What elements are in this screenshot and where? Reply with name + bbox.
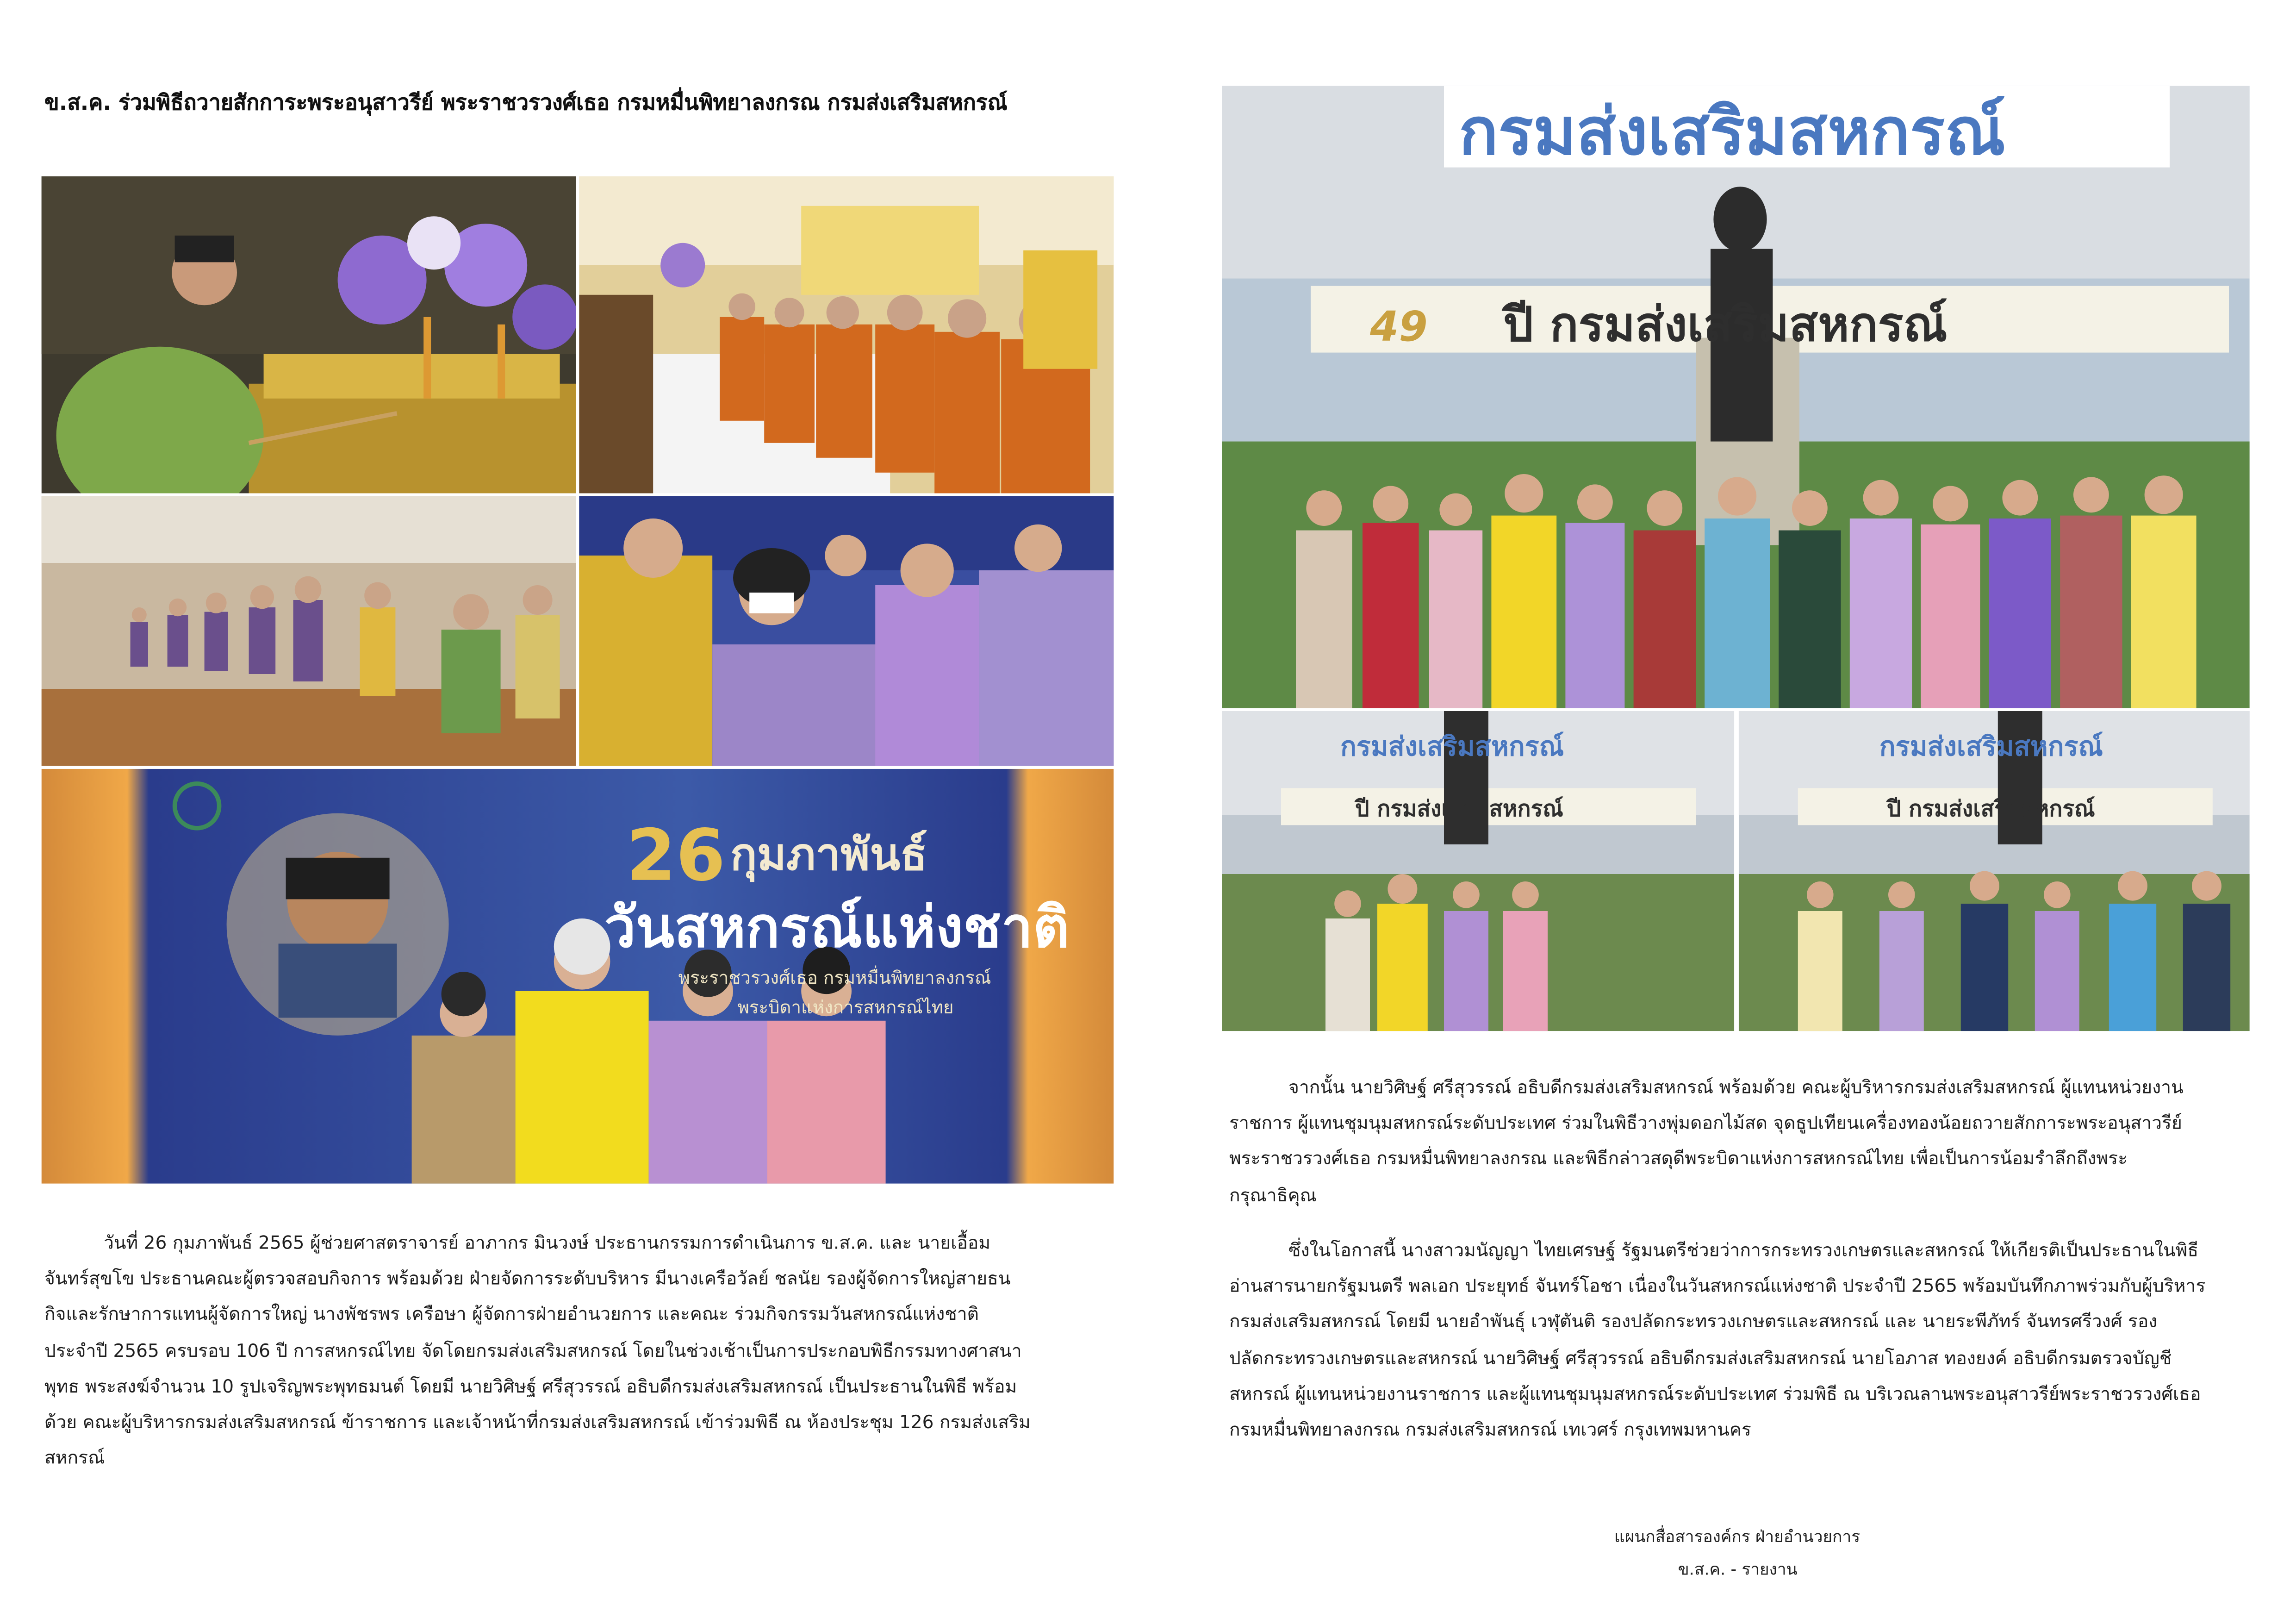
- signature-reporter: ข.ส.ค. - รายงาน: [1678, 1560, 1798, 1580]
- poster-line-b-text: พระบิดาแห่งการสหกรณ์ไทย: [737, 997, 954, 1018]
- left-paragraph-line: สหกรณ์: [44, 1447, 105, 1468]
- photo-monks-chanting: [579, 176, 1114, 493]
- poster-title-text: วันสหกรณ์แห่งชาติ: [604, 894, 1070, 960]
- right-paragraph-line: ซึ่งในโอกาสนี้ นางสาวมนัญญา ไทยเศรษฐ์ รัฐมนตรีช่วยว่าการกระทรวงเกษตรและสหกรณ์ ให้เกียรติเป็นประธานในพิธี: [1288, 1240, 2199, 1261]
- left-paragraph-line: กิจและรักษาการแทนผู้จัดการใหญ่ นางพัชรพร เครือษา ผู้จัดการฝ่ายอำนวยการ และคณะ ร่วมกิจกรรมวันสหกรณ์แห่งชาติ: [44, 1304, 979, 1325]
- small-sign-left-text: กรมส่งเสริมสหกรณ์: [1340, 731, 1564, 762]
- poster-month-text: กุมภาพันธ์: [730, 828, 927, 881]
- poster-line-a-text: พระราชวรวงศ์เธอ กรมหมื่นพิทยาลงกรณ์: [678, 967, 991, 988]
- right-paragraph-line: อ่านสารนายกรัฐมนตรี พลเอก ประยุทธ์ จันทร์โอชา เนื่องในวันสหกรณ์แห่งชาติ ประจำปี 2565 พร้อมบันทึกภาพร่วมกับผู้บริหาร: [1229, 1275, 2206, 1297]
- photo-small-group-right: [1739, 711, 2250, 1031]
- anniversary-number-text: 49: [1370, 303, 1428, 351]
- anniversary-sign-text: ปี กรมส่งเสริมสหกรณ์: [1503, 297, 1948, 352]
- right-paragraph-line: กรมส่งเสริมสหกรณ์ โดยมี นายอำพันธุ์ เวฬุตันติ รองปลัดกระทรวงเกษตรและสหกรณ์ และ นายระพีภัทร์ จันทรศรีวงศ์ รอง: [1229, 1312, 2158, 1332]
- left-paragraph-line: พุทธ พระสงฆ์จำนวน 10 รูปเจริญพระพุทธมนต์ โดยมี นายวิศิษฐ์ ศรีสุวรรณ์ อธิบดีกรมส่งเสริมสหกรณ์ เป็นประธานในพิธี พร้อม: [44, 1376, 1017, 1397]
- photo-candle-lighting: [42, 176, 576, 493]
- photo-attendees-row: [42, 496, 576, 766]
- right-paragraph-line: สหกรณ์ ผู้แทนหน่วยงานราชการ และผู้แทนชุมนุมสหกรณ์ระดับประเทศ ร่วมพิธี ณ บริเวณลานพระอนุสาวรีย์พระราชวรวงศ์เธอ: [1229, 1383, 2201, 1404]
- right-paragraph-line: กรมหมื่นพิทยาลงกรณ กรมส่งเสริมสหกรณ์ เทเวศร์ กรุงเทพมหานคร: [1229, 1419, 1751, 1440]
- right-paragraph-line: จากนั้น นายวิศิษฐ์ ศรีสุวรรณ์ อธิบดีกรมส่งเสริมสหกรณ์ พร้อมด้วย คณะผู้บริหารกรมส่งเสริมสหกรณ์ ผู้แทนหน่วยงาน: [1288, 1077, 2184, 1098]
- photo-statue-group: [1222, 86, 2250, 708]
- right-paragraph-2: [1229, 1232, 2251, 1447]
- signature-department: แผนกสื่อสารองค์กร ฝ่ายอำนวยการ: [1614, 1527, 1860, 1547]
- left-paragraph-line: จันทร์สุขโข ประธานคณะผู้ตรวจสอบกิจการ พร้อมด้วย ฝ่ายจัดการระดับบริหาร มีนางเครือวัลย์ ชลนัย รองผู้จัดการใหญ่สายธน: [44, 1268, 1011, 1289]
- right-paragraph-1: [1229, 1069, 2251, 1213]
- left-paragraph-line: ด้วย คณะผู้บริหารกรมส่งเสริมสหกรณ์ ข้าราชการ และเจ้าหน้าที่กรมส่งเสริมสหกรณ์ เข้าร่วมพิธี ณ ห้องประชุม 126 กรมส่งเสริม: [44, 1412, 1031, 1433]
- left-paragraph: [44, 1225, 1118, 1476]
- poster-day-text: 26: [626, 814, 726, 897]
- headline: ข.ส.ค. ร่วมพิธีถวายสักการะพระอนุสาวรีย์ พระราชวรวงศ์เธอ กรมหมื่นพิทยาลงกรณ กรมส่งเสริมสหกรณ์: [44, 92, 1008, 116]
- right-paragraph-line: ปลัดกระทรวงเกษตรและสหกรณ์ นายวิศิษฐ์ ศรีสุวรรณ์ อธิบดีกรมส่งเสริมสหกรณ์ นายโอภาส ทองยงค์ อธิบดีกรมตรวจบัญชี: [1229, 1347, 2172, 1368]
- right-paragraph-line: ราชการ ผู้แทนชุมนุมสหกรณ์ระดับประเทศ ร่วมในพิธีวางพุ่มดอกไม้สด จุดธูปเทียนเครื่องทองน้อยถวายสักการะพระอนุสาวรีย์: [1229, 1112, 2182, 1134]
- right-paragraph-line: กรุณาธิคุณ: [1229, 1184, 1317, 1206]
- right-paragraph-line: พระราชวรวงศ์เธอ กรมหมื่นพิทยาลงกรณ และพิธีกล่าวสดุดีพระบิดาแห่งการสหกรณ์ไทย เพื่อเป็นการน้อมรำลึกถึงพระ: [1229, 1149, 2128, 1169]
- left-paragraph-line: วันที่ 26 กุมภาพันธ์ 2565 ผู้ช่วยศาสตราจารย์ อาภากร มินวงษ์ ประธานกรรมการดำเนินการ ข.ส.ค. และ นายเอื้อม: [104, 1232, 991, 1254]
- left-paragraph-line: ประจำปี 2565 ครบรอบ 106 ปี การสหกรณ์ไทย จัดโดยกรมส่งเสริมสหกรณ์ โดยในช่วงเช้าเป็นการประกอบพิธีกรรมทางศาสนา: [44, 1340, 1022, 1361]
- small-sign-right-text: กรมส่งเสริมสหกรณ์: [1879, 731, 2103, 762]
- photo-attendees-praying: [579, 496, 1114, 766]
- building-sign-text: กรมส่งเสริมสหกรณ์: [1459, 94, 2006, 170]
- small-anniversary-right-text: ปี กรมส่งเสริมสหกรณ์: [1886, 796, 2095, 822]
- photo-poster-group: [42, 769, 1114, 1184]
- small-anniversary-left-text: ปี กรมส่งเสริมสหกรณ์: [1355, 796, 1563, 822]
- photo-small-group-left: [1222, 711, 1734, 1031]
